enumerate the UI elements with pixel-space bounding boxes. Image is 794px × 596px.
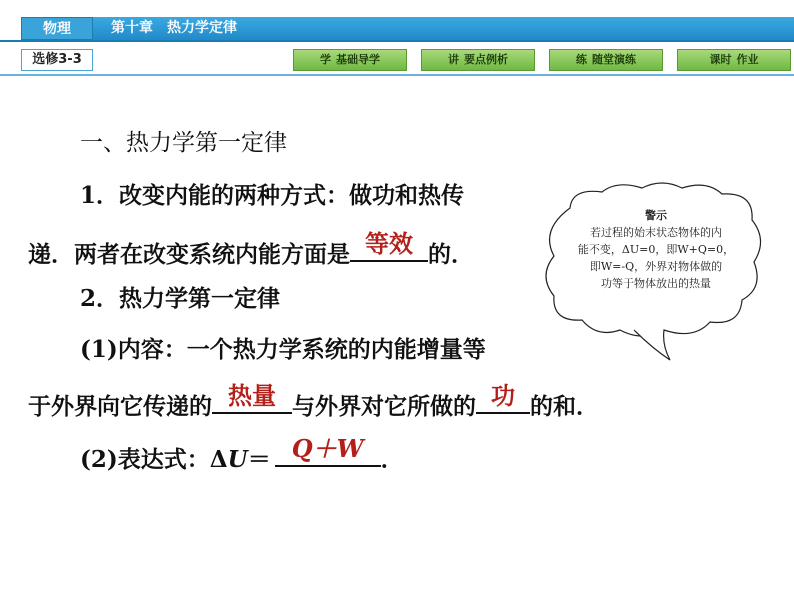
answer-work: 功: [491, 382, 515, 410]
nav-button-key-points[interactable]: 讲 要点例析: [421, 49, 535, 71]
nav-button-basic-guide[interactable]: 学 基础导学: [293, 49, 407, 71]
header-divider: [0, 40, 794, 42]
chapter-title: 热力学定律: [167, 20, 237, 36]
warning-line: 若过程的始末状态物体的内: [590, 226, 722, 239]
warning-line: 能不变，ΔU=0，即W+Q=0，: [577, 243, 735, 256]
answer-blank-1: [350, 232, 428, 262]
nav-button-practice[interactable]: 练 随堂演练: [549, 49, 663, 71]
book-label: 选修3-3: [21, 49, 93, 71]
section-heading: 一、热力学第一定律: [80, 130, 287, 156]
answer-heat: 热量: [228, 382, 276, 410]
paragraph-1-line-2: 递．两者在改变系统内能方面是 等效 的．: [28, 230, 474, 268]
nav-button-homework[interactable]: 课时 作业: [677, 49, 791, 71]
formula-line: (2)表达式：ΔU＝ Q＋W ．: [80, 434, 404, 473]
chapter-bar: [93, 17, 794, 40]
answer-blank-4: [275, 434, 381, 467]
answer-formula: Q＋W: [291, 434, 364, 463]
warning-note: [562, 207, 750, 292]
answer-blank-2: [212, 384, 292, 414]
warning-line: 功等于物体放出的热量: [601, 277, 711, 290]
paragraph-3-line-2: 于外界向它传递的 热量 与外界对它所做的 功 的和．: [28, 382, 599, 420]
chapter-number: 第十章: [111, 20, 153, 36]
subject-label: 物理: [21, 17, 93, 40]
paragraph-3-line-1: (1)内容：一个热力学系统的内能增量等: [80, 336, 486, 363]
paragraph-2-heading: 2．热力学第一定律: [80, 285, 281, 312]
warning-line: 即W=-Q，外界对物体做的: [589, 260, 723, 273]
nav-divider: [0, 74, 794, 76]
warning-title: 警示: [645, 209, 667, 222]
answer-equivalent: 等效: [365, 230, 413, 258]
answer-blank-3: [476, 384, 530, 414]
paragraph-1-line-1: 1．改变内能的两种方式：做功和热传: [80, 182, 465, 209]
